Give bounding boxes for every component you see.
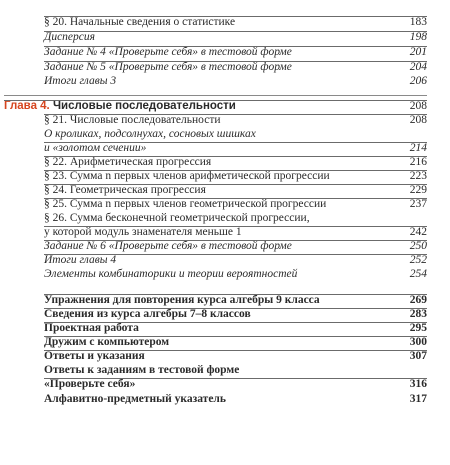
toc-entry-page: 317 (409, 393, 427, 405)
toc-entry-title: Итоги главы 3 (44, 75, 117, 87)
toc-entry-page: 300 (409, 336, 427, 348)
toc-entry-page: 237 (409, 198, 427, 210)
toc-entry-title: Ответы и указания (44, 350, 145, 362)
toc-entry-title: О кроликах, подсолнухах, сосновых шишках (44, 128, 256, 140)
toc-entry-page: 198 (409, 31, 427, 43)
toc-entry-page: 223 (409, 170, 427, 182)
toc-entry-title: § 26. Сумма бесконечной геометрической прогрессии, (44, 212, 310, 224)
toc-entry-page: 283 (409, 308, 427, 320)
toc-entry-page: 254 (409, 268, 427, 280)
toc-entry-title: § 20. Начальные сведения о статистике (44, 16, 236, 28)
toc-entry-page: 307 (409, 350, 427, 362)
toc-entry-page: 269 (409, 294, 427, 306)
toc-entry-title: § 24. Геометрическая прогрессия (44, 184, 206, 196)
toc-entry-page: 201 (409, 46, 427, 58)
toc-entry-page: 216 (409, 156, 427, 168)
toc-entry-title: «Проверьте себя» (44, 378, 136, 390)
toc-entry-title: у которой модуль знаменателя меньше 1 (44, 226, 242, 238)
toc-entry-page: 206 (409, 75, 427, 87)
chapter-name: Числовые последовательности (52, 100, 236, 112)
toc-entry-title: Дружим с компьютером (44, 336, 170, 348)
section-divider (4, 95, 427, 96)
toc-entry-title: Алфавитно-предметный указатель (44, 393, 226, 405)
toc-entry-title: § 21. Числовые последовательности (44, 114, 221, 126)
toc-entry-page: 183 (409, 16, 427, 28)
toc-entry-title: § 22. Арифметическая прогрессия (44, 156, 212, 168)
toc-entry-title: и «золотом сечении» (44, 142, 147, 154)
toc-entry-page: 208 (409, 114, 427, 126)
toc-entry-title: Задание № 4 «Проверьте себя» в тестовой форме (44, 46, 292, 58)
toc-entry-title: Задание № 6 «Проверьте себя» в тестовой форме (44, 240, 292, 252)
toc-entry-title: § 25. Сумма n первых членов геометрической прогрессии (44, 198, 327, 210)
toc-entry-title: § 23. Сумма n первых членов арифметической прогрессии (44, 170, 330, 182)
toc-entry-page: 316 (409, 378, 427, 390)
toc-entry-page: 250 (409, 240, 427, 252)
chapter-page: 208 (409, 100, 427, 112)
toc-entry-title: Сведения из курса алгебры 7–8 классов (44, 308, 251, 320)
chapter-title (4, 100, 236, 113)
toc-entry-title: Дисперсия (44, 31, 95, 43)
toc-entry-title: Ответы к заданиям в тестовой форме (44, 364, 240, 376)
toc-entry-page: 204 (409, 61, 427, 73)
toc-entry-title: Итоги главы 4 (44, 254, 117, 266)
toc-entry-title: Проектная работа (44, 322, 139, 334)
toc-entry-title: Задание № 5 «Проверьте себя» в тестовой форме (44, 61, 292, 73)
toc-entry-page: 214 (409, 142, 427, 154)
chapter-label: Глава 4. (4, 100, 50, 112)
toc-entry-page: 242 (409, 226, 427, 238)
toc-entry-title: Упражнения для повторения курса алгебры 9 класса (44, 294, 320, 306)
toc-entry-page: 295 (409, 322, 427, 334)
toc-entry-title: Элементы комбинаторики и теории вероятностей (44, 268, 298, 280)
toc-entry-page: 252 (409, 254, 427, 266)
toc-entry-page: 229 (409, 184, 427, 196)
